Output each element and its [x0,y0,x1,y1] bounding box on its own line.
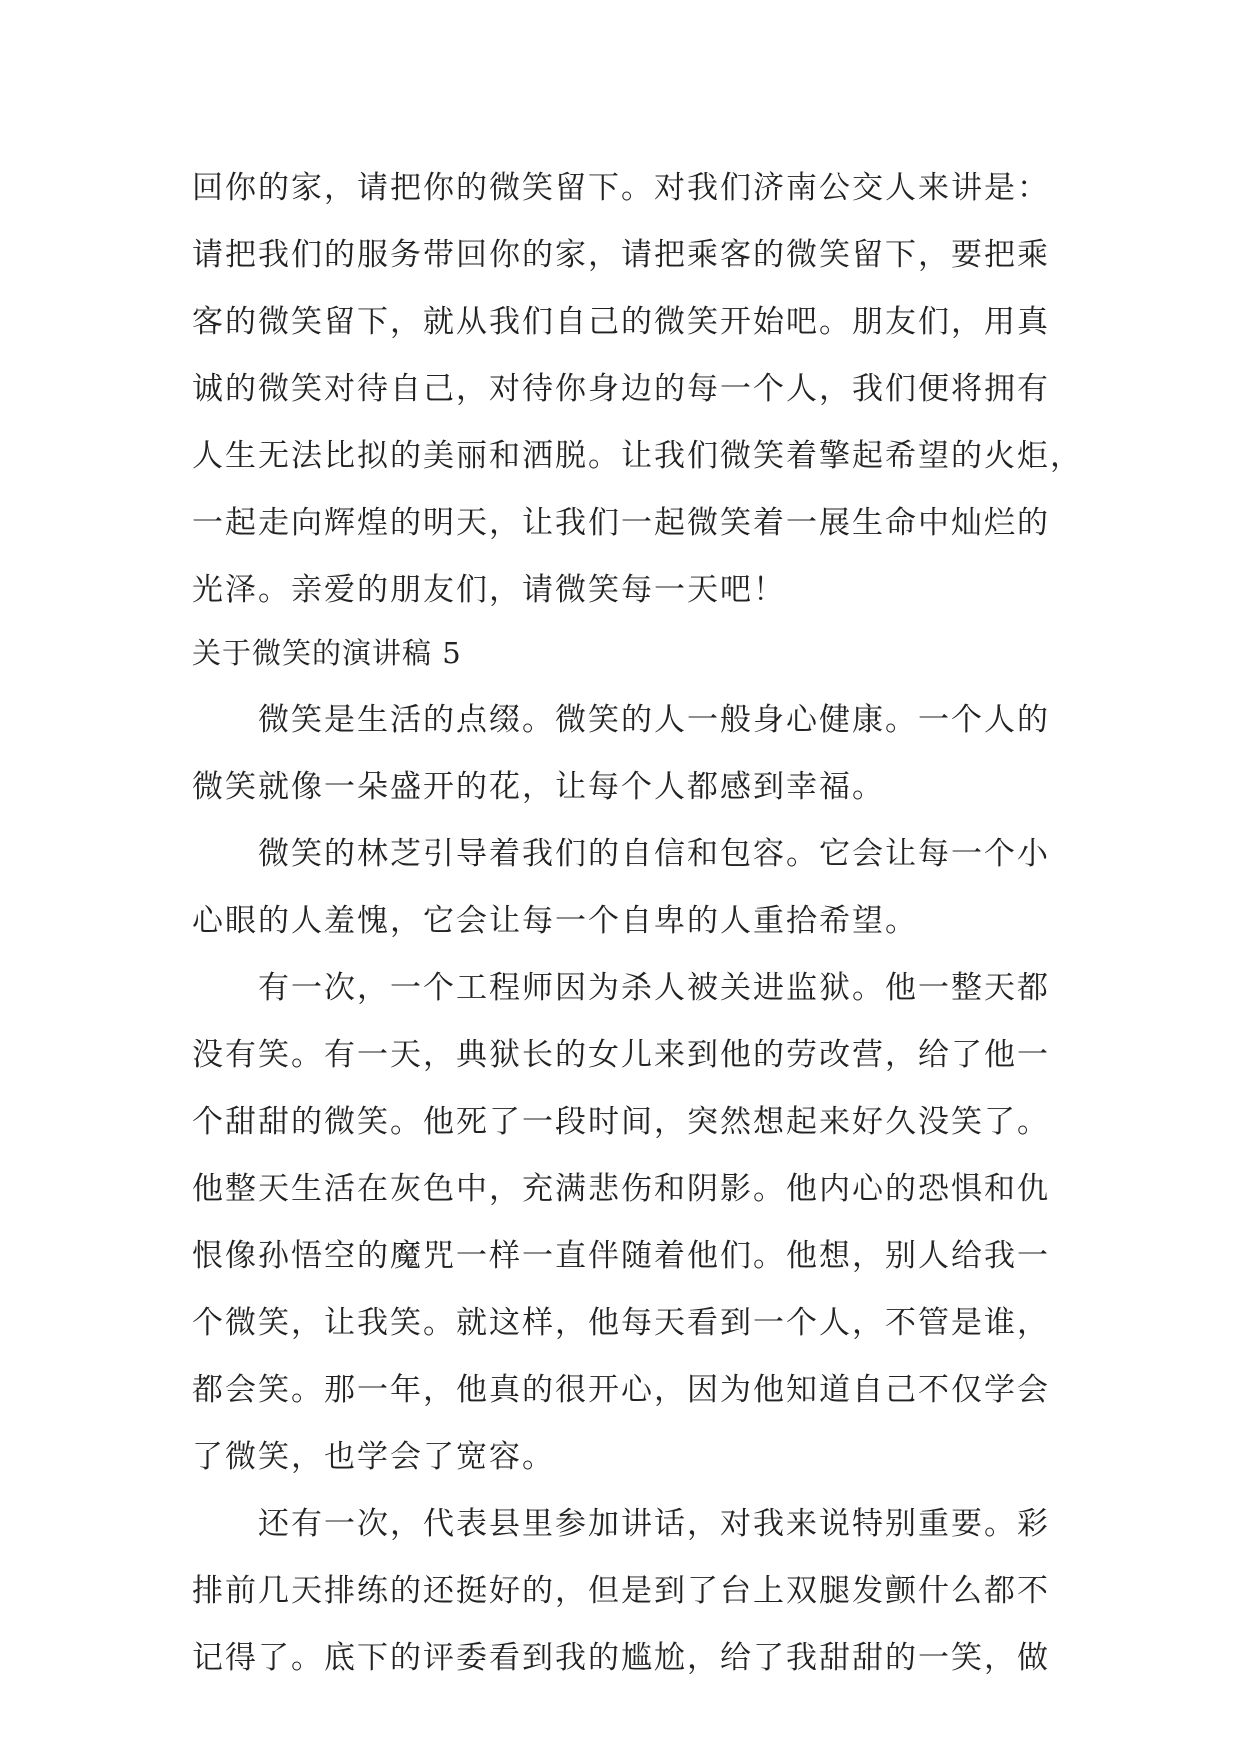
text-line: 诚的微笑对待自己，对待你身边的每一个人，我们便将拥有 [192,371,1050,407]
text-line: 微笑就像一朵盛开的花，让每个人都感到幸福。 [192,769,885,805]
text-line: 个甜甜的微笑。他死了一段时间，突然想起来好久没笑了。 [192,1104,1050,1140]
section-body [192,687,1072,1692]
text-line: 没有笑。有一天，典狱长的女儿来到他的劳改营，给了他一 [192,1037,1050,1073]
text-line: 回你的家，请把你的微笑留下。对我们济南公交人来讲是： [192,170,1050,206]
text-line: 请把我们的服务带回你的家，请把乘客的微笑留下，要把乘 [192,237,1050,273]
top-paragraph [192,155,1083,624]
text-line: 客的微笑留下，就从我们自己的微笑开始吧。朋友们，用真 [192,304,1050,340]
text-line: 恨像孙悟空的魔咒一样一直伴随着他们。他想，别人给我一 [192,1238,1050,1274]
text-line: 一起走向辉煌的明天，让我们一起微笑着一展生命中灿烂的 [192,505,1050,541]
text-line: 还有一次，代表县里参加讲话，对我来说特别重要。彩 [258,1506,1050,1542]
text-line: 都会笑。那一年，他真的很开心，因为他知道自己不仅学会 [192,1372,1050,1408]
text-line: 个微笑，让我笑。就这样，他每天看到一个人，不管是谁， [192,1305,1050,1341]
text-line: 光泽。亲爱的朋友们，请微笑每一天吧！ [192,572,786,608]
text-line: 微笑是生活的点缀。微笑的人一般身心健康。一个人的 [258,702,1050,738]
paragraph [192,687,1072,821]
text-line: 微笑的林芝引导着我们的自信和包容。它会让每一个小 [258,836,1050,872]
text-line: 排前几天排练的还挺好的，但是到了台上双腿发颤什么都不 [192,1573,1050,1609]
paragraph [192,1491,1072,1692]
paragraph [192,955,1072,1491]
text-line: 他整天生活在灰色中，充满悲伤和阴影。他内心的恐惧和仇 [192,1171,1050,1207]
paragraph [192,821,1072,955]
section-title: 关于微笑的演讲稿 5 [192,636,462,670]
text-line: 记得了。底下的评委看到我的尴尬，给了我甜甜的一笑，做 [192,1640,1050,1676]
text-line: 了微笑，也学会了宽容。 [192,1439,555,1475]
text-line: 心眼的人羞愧，它会让每一个自卑的人重拾希望。 [192,903,918,939]
text-line: 人生无法比拟的美丽和洒脱。让我们微笑着擎起希望的火炬， [192,438,1083,474]
text-line: 有一次，一个工程师因为杀人被关进监狱。他一整天都 [258,970,1050,1006]
